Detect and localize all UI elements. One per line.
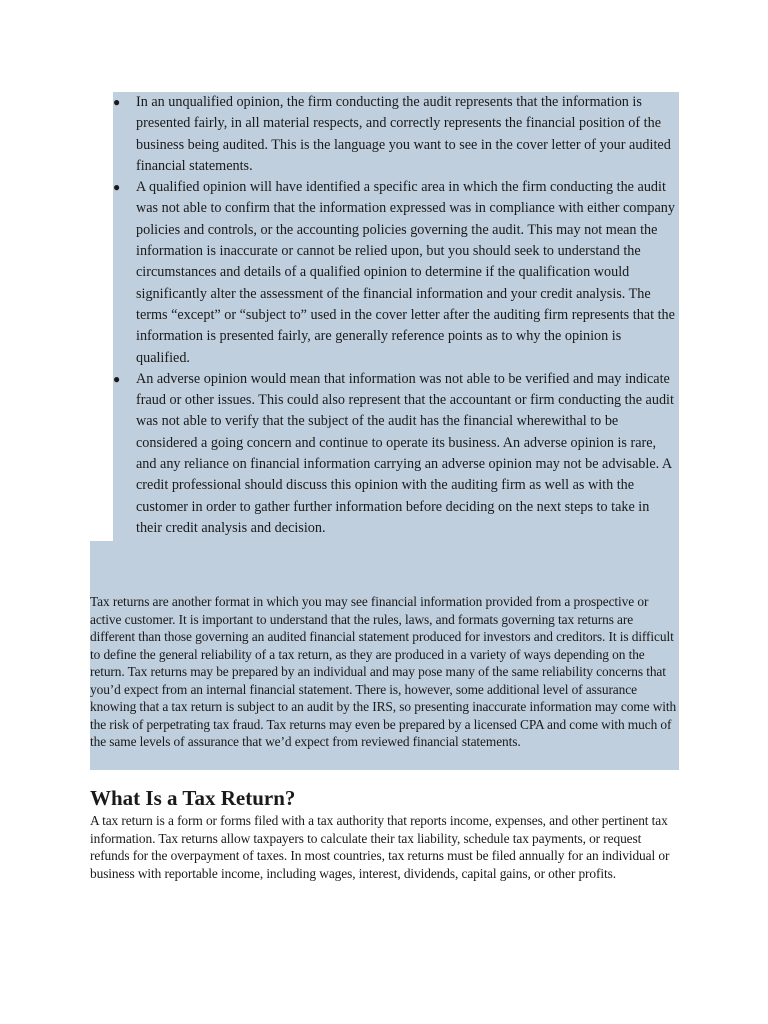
bullet-dot-icon: ●	[113, 95, 121, 109]
list-item	[113, 92, 679, 177]
bullet-dot-icon: ●	[113, 180, 121, 195]
tax-returns-text: Tax returns are another format in which you may see financial information provided from a prospective or active customer. It is important to understand that the rules, laws, and formats governing tax returns are different than those governing an audited financial statement produced for investors and creditors. It is difficult to define the general reliability of a tax return, as they are produced in a variety of ways depending on the return. Tax returns may be prepared by an individual and may pose many of the same reliability concerns that you’d expect from an internal financial statement. There is, however, some additional level of assurance knowing that a tax return is subject to an audit by the IRS, so presenting inaccurate information may come with the risk of perpetrating tax fraud. Tax returns may even be prepared by a licensed CPA and come with much of the same levels of assurance that we’d expect from reviewed financial statements.	[90, 594, 677, 749]
list-item	[113, 177, 679, 369]
tax-returns-paragraph	[90, 593, 679, 770]
section-heading: What Is a Tax Return?	[90, 786, 296, 810]
highlight-spacer	[90, 541, 679, 594]
audit-opinion-list	[113, 92, 679, 539]
list-item-text: A qualified opinion will have identified a specific area in which the firm conducting the audit was not able to confirm that the information expressed was in compliance with either company policies and controls, or the accounting policies governing the audit. This may not mean the information is inaccurate or cannot be relied upon, but you should seek to understand the circumstances and details of a qualified opinion to determine if the qualification would significantly alter the assessment of the financial information and your credit analysis. The terms “except” or “subject to” used in the cover letter after the auditing firm represents that the information is presented fairly, are generally reference points as to why the opinion is qualified.	[136, 179, 675, 366]
bullet-dot-icon: ●	[113, 371, 121, 386]
list-item-text: In an unqualified opinion, the firm conducting the audit represents that the information is presented fairly, in all material respects, and correctly represents the financial position of the business being audited. This is the language you want to see in the cover letter of your audited financial statements.	[136, 94, 671, 174]
list-item	[113, 369, 679, 539]
bullet-list-block	[113, 92, 679, 542]
definition-paragraph: A tax return is a form or forms filed with a tax authority that reports income, expenses, and other pertinent tax information. Tax returns allow taxpayers to calculate their tax liability, schedule tax payments, or request refunds for the overpayment of taxes. In most countries, tax returns must be filed annually for an individual or business with reportable income, including wages, interest, dividends, capital gains, or other profits.	[90, 813, 670, 881]
list-item-text: An adverse opinion would mean that information was not able to be verified and may indicate fraud or other issues. This could also represent that the accountant or firm conducting the audit was not able to verify that the subject of the audit has the financial wherewithal to be considered a going concern and continue to operate its business. An adverse opinion is rare, and any reliance on financial information carrying an adverse opinion may not be advisable. A credit professional should discuss this opinion with the auditing firm as well as with the customer in order to gather further information before deciding on the next steps to take in their credit analysis and decision.	[136, 370, 674, 536]
